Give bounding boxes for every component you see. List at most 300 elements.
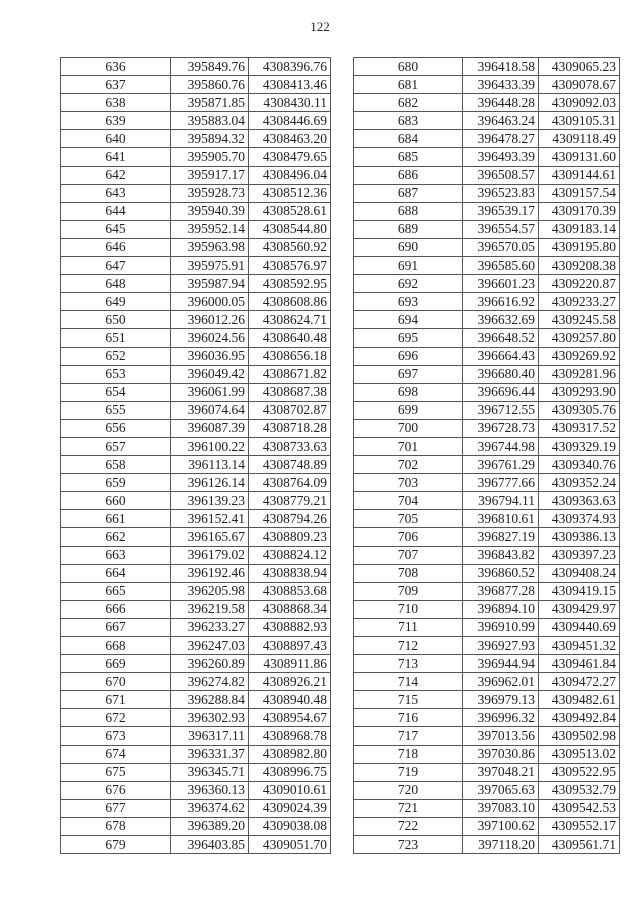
x-coordinate-cell: 396219.58 — [171, 600, 249, 618]
y-coordinate-cell: 4308687.38 — [249, 383, 331, 401]
y-coordinate-cell: 4309281.96 — [539, 365, 620, 383]
x-coordinate-cell: 395928.73 — [171, 184, 249, 202]
table-row — [61, 347, 331, 365]
y-coordinate-cell: 4309208.38 — [539, 257, 620, 275]
point-number-cell: 665 — [61, 582, 171, 600]
table-row — [354, 329, 620, 347]
x-coordinate-cell: 396585.60 — [463, 257, 539, 275]
y-coordinate-cell: 4308926.21 — [249, 673, 331, 691]
table-row — [354, 220, 620, 238]
x-coordinate-cell: 396000.05 — [171, 293, 249, 311]
table-row — [354, 456, 620, 474]
y-coordinate-cell: 4309131.60 — [539, 148, 620, 166]
y-coordinate-cell: 4308656.18 — [249, 347, 331, 365]
table-row — [354, 474, 620, 492]
y-coordinate-cell: 4309352.24 — [539, 474, 620, 492]
y-coordinate-cell: 4309024.39 — [249, 799, 331, 817]
x-coordinate-cell: 396761.29 — [463, 456, 539, 474]
point-number-cell: 707 — [354, 546, 463, 564]
point-number-cell: 669 — [61, 655, 171, 673]
point-number-cell: 684 — [354, 130, 463, 148]
y-coordinate-cell: 4309245.58 — [539, 311, 620, 329]
point-number-cell: 710 — [354, 600, 463, 618]
x-coordinate-cell: 396374.62 — [171, 799, 249, 817]
point-number-cell: 699 — [354, 401, 463, 419]
table-row — [61, 329, 331, 347]
y-coordinate-cell: 4309092.03 — [539, 94, 620, 112]
point-number-cell: 652 — [61, 347, 171, 365]
table-row — [354, 293, 620, 311]
y-coordinate-cell: 4309183.14 — [539, 220, 620, 238]
table-row — [354, 492, 620, 510]
point-number-cell: 689 — [354, 220, 463, 238]
point-number-cell: 698 — [354, 383, 463, 401]
y-coordinate-cell: 4308868.34 — [249, 600, 331, 618]
y-coordinate-cell: 4308496.04 — [249, 166, 331, 184]
x-coordinate-cell: 396061.99 — [171, 383, 249, 401]
x-coordinate-cell: 396036.95 — [171, 347, 249, 365]
y-coordinate-cell: 4308853.68 — [249, 582, 331, 600]
y-coordinate-cell: 4308413.46 — [249, 76, 331, 94]
point-number-cell: 721 — [354, 799, 463, 817]
x-coordinate-cell: 396843.82 — [463, 546, 539, 564]
y-coordinate-cell: 4308624.71 — [249, 311, 331, 329]
y-coordinate-cell: 4309220.87 — [539, 275, 620, 293]
y-coordinate-cell: 4309038.08 — [249, 817, 331, 835]
x-coordinate-cell: 396247.03 — [171, 637, 249, 655]
point-number-cell: 679 — [61, 836, 171, 854]
x-coordinate-cell: 396433.39 — [463, 76, 539, 94]
x-coordinate-cell: 396728.73 — [463, 419, 539, 437]
x-coordinate-cell: 396179.02 — [171, 546, 249, 564]
y-coordinate-cell: 4308764.09 — [249, 474, 331, 492]
table-row — [61, 637, 331, 655]
coordinate-table-right — [353, 57, 620, 854]
table-row — [354, 564, 620, 582]
x-coordinate-cell: 396165.67 — [171, 528, 249, 546]
table-row — [354, 419, 620, 437]
point-number-cell: 695 — [354, 329, 463, 347]
point-number-cell: 658 — [61, 456, 171, 474]
table-row — [61, 745, 331, 763]
table-row — [61, 365, 331, 383]
x-coordinate-cell: 396113.14 — [171, 456, 249, 474]
y-coordinate-cell: 4309363.63 — [539, 492, 620, 510]
y-coordinate-cell: 4308882.93 — [249, 618, 331, 636]
point-number-cell: 704 — [354, 492, 463, 510]
table-row — [61, 655, 331, 673]
table-row — [61, 112, 331, 130]
x-coordinate-cell: 396260.89 — [171, 655, 249, 673]
table-row — [354, 618, 620, 636]
table-row — [61, 817, 331, 835]
point-number-cell: 720 — [354, 781, 463, 799]
point-number-cell: 683 — [354, 112, 463, 130]
table-row — [354, 311, 620, 329]
table-row — [61, 456, 331, 474]
y-coordinate-cell: 4308479.65 — [249, 148, 331, 166]
y-coordinate-cell: 4308982.80 — [249, 745, 331, 763]
table-row — [61, 202, 331, 220]
table-row — [354, 184, 620, 202]
x-coordinate-cell: 395883.04 — [171, 112, 249, 130]
coordinate-table-left — [60, 57, 331, 854]
x-coordinate-cell: 396508.57 — [463, 166, 539, 184]
x-coordinate-cell: 396696.44 — [463, 383, 539, 401]
y-coordinate-cell: 4309329.19 — [539, 437, 620, 455]
point-number-cell: 672 — [61, 709, 171, 727]
point-number-cell: 703 — [354, 474, 463, 492]
table-row — [354, 600, 620, 618]
y-coordinate-cell: 4309440.69 — [539, 618, 620, 636]
table-row — [354, 130, 620, 148]
point-number-cell: 715 — [354, 691, 463, 709]
y-coordinate-cell: 4308544.80 — [249, 220, 331, 238]
y-coordinate-cell: 4309269.92 — [539, 347, 620, 365]
y-coordinate-cell: 4309522.95 — [539, 763, 620, 781]
y-coordinate-cell: 4309374.93 — [539, 510, 620, 528]
y-coordinate-cell: 4309078.67 — [539, 76, 620, 94]
table-row — [354, 437, 620, 455]
table-row — [354, 763, 620, 781]
point-number-cell: 654 — [61, 383, 171, 401]
y-coordinate-cell: 4308718.28 — [249, 419, 331, 437]
point-number-cell: 673 — [61, 727, 171, 745]
table-row — [354, 166, 620, 184]
point-number-cell: 682 — [354, 94, 463, 112]
table-row — [61, 275, 331, 293]
table-row — [354, 510, 620, 528]
x-coordinate-cell: 396523.83 — [463, 184, 539, 202]
point-number-cell: 677 — [61, 799, 171, 817]
x-coordinate-cell: 395849.76 — [171, 58, 249, 76]
y-coordinate-cell: 4308446.69 — [249, 112, 331, 130]
point-number-cell: 668 — [61, 637, 171, 655]
point-number-cell: 718 — [354, 745, 463, 763]
x-coordinate-cell: 396944.94 — [463, 655, 539, 673]
x-coordinate-cell: 396712.55 — [463, 401, 539, 419]
x-coordinate-cell: 396288.84 — [171, 691, 249, 709]
point-number-cell: 713 — [354, 655, 463, 673]
y-coordinate-cell: 4309552.17 — [539, 817, 620, 835]
point-number-cell: 688 — [354, 202, 463, 220]
point-number-cell: 640 — [61, 130, 171, 148]
table-row — [61, 437, 331, 455]
y-coordinate-cell: 4309144.61 — [539, 166, 620, 184]
x-coordinate-cell: 396012.26 — [171, 311, 249, 329]
x-coordinate-cell: 396794.11 — [463, 492, 539, 510]
y-coordinate-cell: 4309340.76 — [539, 456, 620, 474]
y-coordinate-cell: 4308824.12 — [249, 546, 331, 564]
point-number-cell: 670 — [61, 673, 171, 691]
point-number-cell: 705 — [354, 510, 463, 528]
x-coordinate-cell: 396554.57 — [463, 220, 539, 238]
table-row — [354, 709, 620, 727]
table-row — [61, 166, 331, 184]
point-number-cell: 675 — [61, 763, 171, 781]
y-coordinate-cell: 4309492.84 — [539, 709, 620, 727]
point-number-cell: 664 — [61, 564, 171, 582]
x-coordinate-cell: 396233.27 — [171, 618, 249, 636]
y-coordinate-cell: 4308809.23 — [249, 528, 331, 546]
point-number-cell: 661 — [61, 510, 171, 528]
point-number-cell: 655 — [61, 401, 171, 419]
x-coordinate-cell: 396664.43 — [463, 347, 539, 365]
y-coordinate-cell: 4309386.13 — [539, 528, 620, 546]
x-coordinate-cell: 395905.70 — [171, 148, 249, 166]
y-coordinate-cell: 4309482.61 — [539, 691, 620, 709]
point-number-cell: 697 — [354, 365, 463, 383]
y-coordinate-cell: 4309397.23 — [539, 546, 620, 564]
y-coordinate-cell: 4308779.21 — [249, 492, 331, 510]
y-coordinate-cell: 4308794.26 — [249, 510, 331, 528]
table-row — [61, 257, 331, 275]
x-coordinate-cell: 396927.93 — [463, 637, 539, 655]
x-coordinate-cell: 396601.23 — [463, 275, 539, 293]
y-coordinate-cell: 4308940.48 — [249, 691, 331, 709]
table-row — [61, 76, 331, 94]
point-number-cell: 656 — [61, 419, 171, 437]
y-coordinate-cell: 4308592.95 — [249, 275, 331, 293]
x-coordinate-cell: 396139.23 — [171, 492, 249, 510]
point-number-cell: 709 — [354, 582, 463, 600]
x-coordinate-cell: 396448.28 — [463, 94, 539, 112]
x-coordinate-cell: 396331.37 — [171, 745, 249, 763]
x-coordinate-cell: 395894.32 — [171, 130, 249, 148]
table-row — [61, 836, 331, 854]
y-coordinate-cell: 4308702.87 — [249, 401, 331, 419]
y-coordinate-cell: 4309257.80 — [539, 329, 620, 347]
point-number-cell: 717 — [354, 727, 463, 745]
point-number-cell: 648 — [61, 275, 171, 293]
table-row — [354, 727, 620, 745]
x-coordinate-cell: 396403.85 — [171, 836, 249, 854]
x-coordinate-cell: 397030.86 — [463, 745, 539, 763]
y-coordinate-cell: 4308512.36 — [249, 184, 331, 202]
point-number-cell: 686 — [354, 166, 463, 184]
x-coordinate-cell: 395975.91 — [171, 257, 249, 275]
y-coordinate-cell: 4309419.15 — [539, 582, 620, 600]
y-coordinate-cell: 4309065.23 — [539, 58, 620, 76]
table-row — [61, 582, 331, 600]
y-coordinate-cell: 4308528.61 — [249, 202, 331, 220]
table-row — [61, 600, 331, 618]
x-coordinate-cell: 396616.92 — [463, 293, 539, 311]
point-number-cell: 714 — [354, 673, 463, 691]
table-row — [61, 799, 331, 817]
point-number-cell: 667 — [61, 618, 171, 636]
page-number: 122 — [310, 19, 330, 34]
y-coordinate-cell: 4309010.61 — [249, 781, 331, 799]
table-row — [61, 58, 331, 76]
y-coordinate-cell: 4309561.71 — [539, 836, 620, 854]
y-coordinate-cell: 4308640.48 — [249, 329, 331, 347]
table-row — [354, 582, 620, 600]
y-coordinate-cell: 4309429.97 — [539, 600, 620, 618]
table-row — [354, 238, 620, 256]
x-coordinate-cell: 396024.56 — [171, 329, 249, 347]
table-row — [354, 58, 620, 76]
point-number-cell: 636 — [61, 58, 171, 76]
point-number-cell: 701 — [354, 437, 463, 455]
x-coordinate-cell: 395987.94 — [171, 275, 249, 293]
y-coordinate-cell: 4308968.78 — [249, 727, 331, 745]
point-number-cell: 662 — [61, 528, 171, 546]
y-coordinate-cell: 4309293.90 — [539, 383, 620, 401]
y-coordinate-cell: 4308838.94 — [249, 564, 331, 582]
x-coordinate-cell: 396049.42 — [171, 365, 249, 383]
x-coordinate-cell: 396478.27 — [463, 130, 539, 148]
table-row — [354, 401, 620, 419]
table-row — [61, 510, 331, 528]
point-number-cell: 687 — [354, 184, 463, 202]
table-row — [354, 546, 620, 564]
table-row — [61, 401, 331, 419]
x-coordinate-cell: 396360.13 — [171, 781, 249, 799]
x-coordinate-cell: 397118.20 — [463, 836, 539, 854]
y-coordinate-cell: 4308576.97 — [249, 257, 331, 275]
table-row — [61, 618, 331, 636]
table-row — [61, 492, 331, 510]
point-number-cell: 645 — [61, 220, 171, 238]
point-number-cell: 663 — [61, 546, 171, 564]
x-coordinate-cell: 396463.24 — [463, 112, 539, 130]
x-coordinate-cell: 396087.39 — [171, 419, 249, 437]
x-coordinate-cell: 395963.98 — [171, 238, 249, 256]
x-coordinate-cell: 397065.63 — [463, 781, 539, 799]
table-row — [61, 383, 331, 401]
y-coordinate-cell: 4309451.32 — [539, 637, 620, 655]
point-number-cell: 712 — [354, 637, 463, 655]
x-coordinate-cell: 396996.32 — [463, 709, 539, 727]
x-coordinate-cell: 397100.62 — [463, 817, 539, 835]
point-number-cell: 649 — [61, 293, 171, 311]
y-coordinate-cell: 4309408.24 — [539, 564, 620, 582]
x-coordinate-cell: 396345.71 — [171, 763, 249, 781]
table-row — [61, 691, 331, 709]
table-row — [354, 745, 620, 763]
y-coordinate-cell: 4308463.20 — [249, 130, 331, 148]
point-number-cell: 723 — [354, 836, 463, 854]
point-number-cell: 691 — [354, 257, 463, 275]
table-row — [61, 130, 331, 148]
x-coordinate-cell: 396317.11 — [171, 727, 249, 745]
table-row — [61, 528, 331, 546]
point-number-cell: 681 — [354, 76, 463, 94]
x-coordinate-cell: 396152.41 — [171, 510, 249, 528]
x-coordinate-cell: 396632.69 — [463, 311, 539, 329]
x-coordinate-cell: 396192.46 — [171, 564, 249, 582]
y-coordinate-cell: 4309233.27 — [539, 293, 620, 311]
table-row — [354, 347, 620, 365]
point-number-cell: 666 — [61, 600, 171, 618]
table-row — [354, 528, 620, 546]
x-coordinate-cell: 396962.01 — [463, 673, 539, 691]
point-number-cell: 639 — [61, 112, 171, 130]
x-coordinate-cell: 396910.99 — [463, 618, 539, 636]
table-row — [354, 202, 620, 220]
point-number-cell: 693 — [354, 293, 463, 311]
y-coordinate-cell: 4309305.76 — [539, 401, 620, 419]
table-row — [61, 727, 331, 745]
point-number-cell: 722 — [354, 817, 463, 835]
table-row — [61, 709, 331, 727]
point-number-cell: 637 — [61, 76, 171, 94]
y-coordinate-cell: 4309157.54 — [539, 184, 620, 202]
y-coordinate-cell: 4309513.02 — [539, 745, 620, 763]
y-coordinate-cell: 4309542.53 — [539, 799, 620, 817]
y-coordinate-cell: 4308954.67 — [249, 709, 331, 727]
table-row — [61, 564, 331, 582]
x-coordinate-cell: 396126.14 — [171, 474, 249, 492]
table-row — [354, 781, 620, 799]
point-number-cell: 659 — [61, 474, 171, 492]
point-number-cell: 678 — [61, 817, 171, 835]
table-row — [354, 637, 620, 655]
table-row — [61, 293, 331, 311]
point-number-cell: 706 — [354, 528, 463, 546]
table-row — [354, 94, 620, 112]
y-coordinate-cell: 4308748.89 — [249, 456, 331, 474]
table-row — [61, 763, 331, 781]
x-coordinate-cell: 397048.21 — [463, 763, 539, 781]
x-coordinate-cell: 396810.61 — [463, 510, 539, 528]
point-number-cell: 647 — [61, 257, 171, 275]
point-number-cell: 643 — [61, 184, 171, 202]
y-coordinate-cell: 4309170.39 — [539, 202, 620, 220]
coordinate-table-left-body — [61, 58, 331, 854]
x-coordinate-cell: 396648.52 — [463, 329, 539, 347]
point-number-cell: 700 — [354, 419, 463, 437]
x-coordinate-cell: 396680.40 — [463, 365, 539, 383]
point-number-cell: 711 — [354, 618, 463, 636]
table-row — [61, 220, 331, 238]
table-row — [61, 474, 331, 492]
y-coordinate-cell: 4308911.86 — [249, 655, 331, 673]
point-number-cell: 680 — [354, 58, 463, 76]
table-row — [61, 546, 331, 564]
table-row — [61, 94, 331, 112]
table-row — [61, 238, 331, 256]
table-row — [61, 148, 331, 166]
table-row — [61, 781, 331, 799]
x-coordinate-cell: 396860.52 — [463, 564, 539, 582]
point-number-cell: 651 — [61, 329, 171, 347]
point-number-cell: 692 — [354, 275, 463, 293]
point-number-cell: 719 — [354, 763, 463, 781]
y-coordinate-cell: 4309472.27 — [539, 673, 620, 691]
table-row — [354, 799, 620, 817]
point-number-cell: 644 — [61, 202, 171, 220]
point-number-cell: 638 — [61, 94, 171, 112]
table-row — [61, 419, 331, 437]
x-coordinate-cell: 396100.22 — [171, 437, 249, 455]
point-number-cell: 694 — [354, 311, 463, 329]
point-number-cell: 671 — [61, 691, 171, 709]
x-coordinate-cell: 396074.64 — [171, 401, 249, 419]
table-row — [354, 836, 620, 854]
x-coordinate-cell: 396894.10 — [463, 600, 539, 618]
y-coordinate-cell: 4308396.76 — [249, 58, 331, 76]
point-number-cell: 650 — [61, 311, 171, 329]
table-row — [354, 275, 620, 293]
table-row — [61, 311, 331, 329]
table-row — [354, 691, 620, 709]
point-number-cell: 653 — [61, 365, 171, 383]
y-coordinate-cell: 4309105.31 — [539, 112, 620, 130]
point-number-cell: 716 — [354, 709, 463, 727]
y-coordinate-cell: 4309502.98 — [539, 727, 620, 745]
